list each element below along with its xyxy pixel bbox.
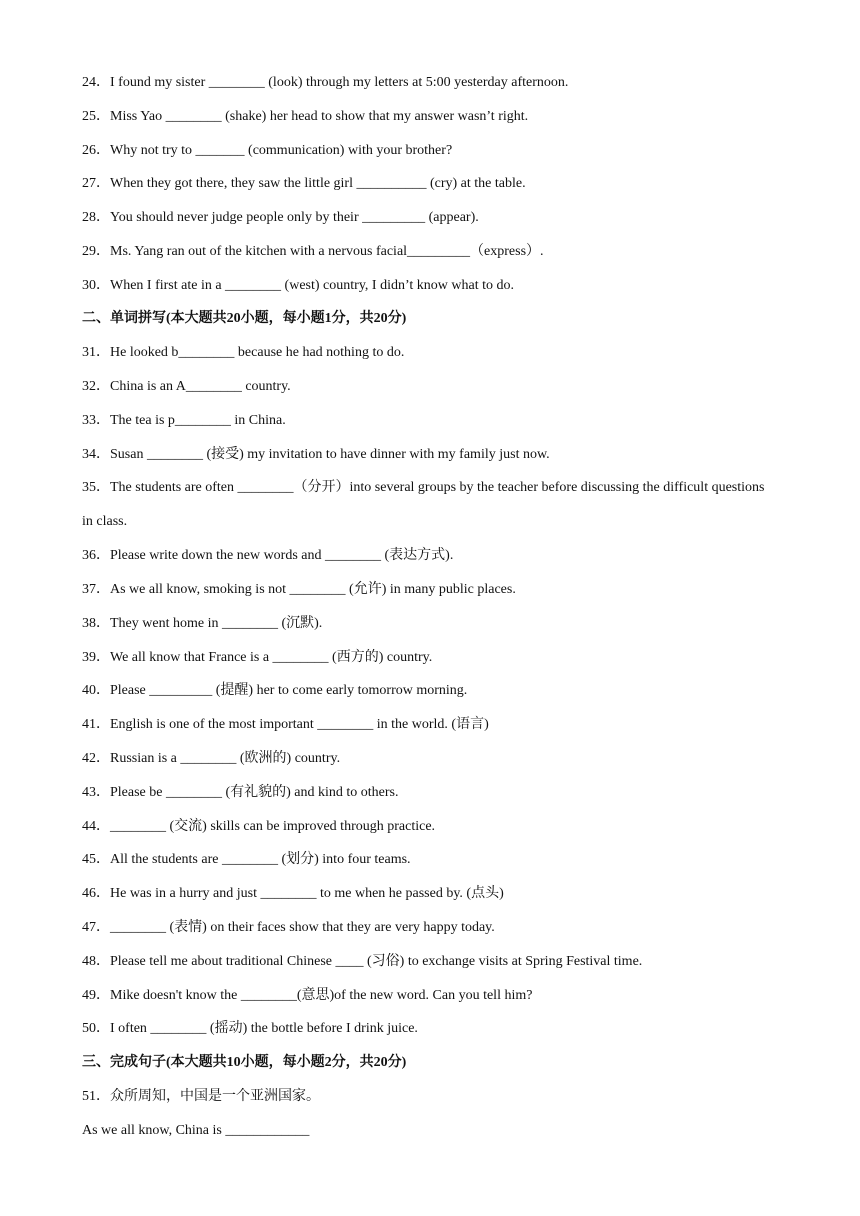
question-37: 37．As we all know, smoking is not ________ (允许) in many public places. bbox=[82, 582, 516, 597]
question-49: 49．Mike doesn't know the ________(意思)of the new word. Can you tell him? bbox=[82, 988, 533, 1003]
question-28: 28．You should never judge people only by their _________ (appear). bbox=[82, 210, 479, 225]
question-32: 32．China is an A________ country. bbox=[82, 379, 291, 394]
question-38: 38．They went home in ________ (沉默). bbox=[82, 616, 323, 631]
section-heading-spelling: 二、单词拼写(本大题共20小题，每小题1分，共20分) bbox=[82, 311, 407, 326]
question-25: 25．Miss Yao ________ (shake) her head to show that my answer wasn’t right. bbox=[82, 109, 529, 124]
question-50: 50．I often ________ (摇动) the bottle before I drink juice. bbox=[82, 1021, 418, 1036]
question-31: 31．He looked b________ because he had nothing to do. bbox=[82, 345, 405, 360]
question-39: 39．We all know that France is a ________ (西方的) country. bbox=[82, 650, 433, 665]
question-36: 36．Please write down the new words and ________ (表达方式). bbox=[82, 548, 454, 563]
question-46: 46．He was in a hurry and just ________ to me when he passed by. (点头) bbox=[82, 886, 504, 901]
question-51: 51．众所周知，中国是一个亚洲国家。 bbox=[82, 1089, 320, 1104]
question-33: 33．The tea is p________ in China. bbox=[82, 413, 286, 428]
question-44: 44．________ (交流) skills can be improved through practice. bbox=[82, 819, 436, 834]
question-47: 47．________ (表情) on their faces show that they are very happy today. bbox=[82, 920, 495, 935]
question-51-answer-line: As we all know, China is ____________ bbox=[82, 1123, 310, 1138]
question-40: 40．Please _________ (提醒) her to come early tomorrow morning. bbox=[82, 683, 468, 698]
question-34: 34．Susan ________ (接受) my invitation to have dinner with my family just now. bbox=[82, 447, 550, 462]
question-27: 27．When they got there, they saw the little girl __________ (cry) at the table. bbox=[82, 176, 526, 191]
question-42: 42．Russian is a ________ (欧洲的) country. bbox=[82, 751, 341, 766]
question-45: 45．All the students are ________ (划分) into four teams. bbox=[82, 852, 411, 867]
question-26: 26．Why not try to _______ (communication) with your brother? bbox=[82, 143, 453, 158]
question-29: 29．Ms. Yang ran out of the kitchen with a nervous facial_________（express）. bbox=[82, 244, 544, 259]
section-heading-sentences: 三、完成句子(本大题共10小题，每小题2分，共20分) bbox=[82, 1055, 407, 1070]
question-24: 24．I found my sister ________ (look) through my letters at 5:00 yesterday afternoon. bbox=[82, 75, 569, 90]
question-48: 48．Please tell me about traditional Chinese ____ (习俗) to exchange visits at Spring Festival time. bbox=[82, 954, 643, 969]
question-41: 41．English is one of the most important ________ in the world. (语言) bbox=[82, 717, 489, 732]
question-35: 35．The students are often ________（分开）into several groups by the teacher before discussing the difficult questions in class. bbox=[82, 480, 765, 529]
question-43: 43．Please be ________ (有礼貌的) and kind to others. bbox=[82, 785, 399, 800]
question-30: 30．When I first ate in a ________ (west) country, I didn’t know what to do. bbox=[82, 278, 514, 293]
